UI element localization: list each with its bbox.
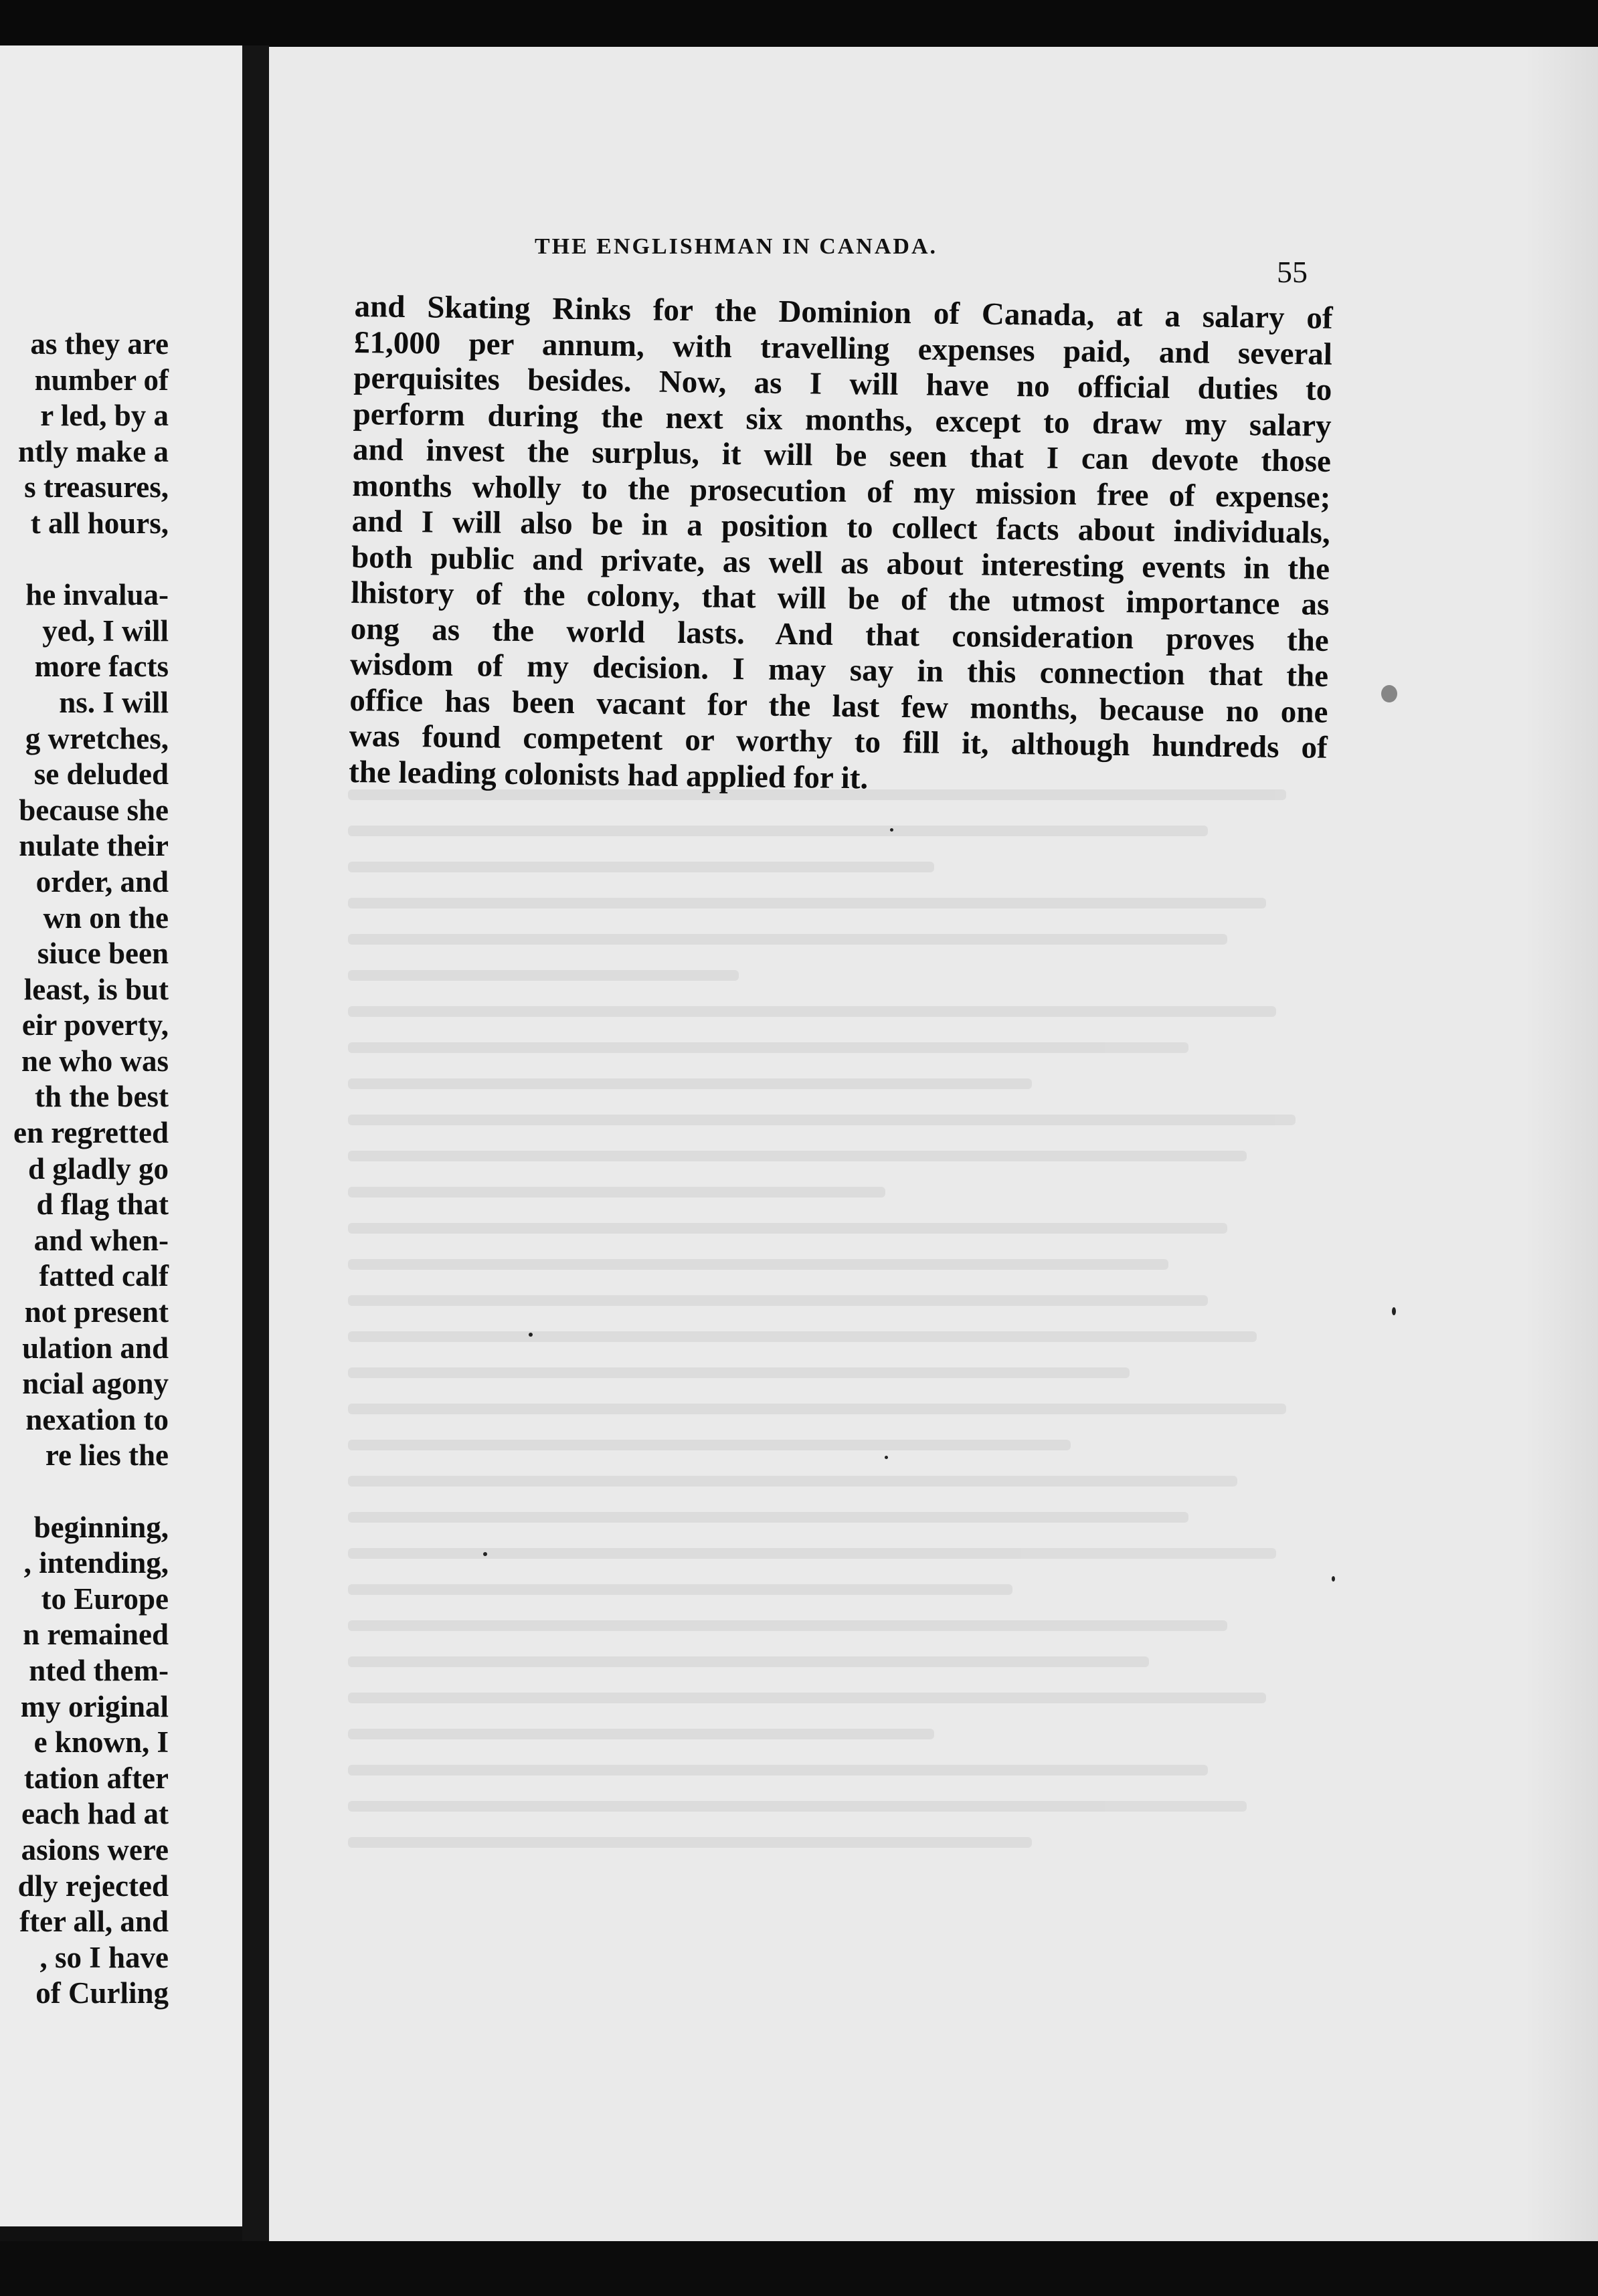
left-text-line: d flag that — [36, 1187, 169, 1222]
text-line: was found competent or worthy to fill it, although hundreds of — [349, 718, 1328, 765]
text-line: perquisites besides. Now, as I will have no official duties to — [353, 360, 1332, 407]
scan-speck — [1381, 685, 1397, 702]
text-line: lhistory of the colony, that will be of the utmost importance as — [351, 575, 1330, 622]
left-text-line: ne who was — [21, 1044, 169, 1078]
left-text-line: beginning, — [33, 1510, 169, 1544]
left-text-line: number of — [34, 363, 169, 397]
left-text-line: , intending, — [23, 1546, 169, 1580]
text-line: months wholly to the prosecution of my mission free of expense; — [352, 468, 1331, 515]
left-text-line: ns. I will — [59, 685, 169, 719]
left-text-line: my original — [20, 1689, 169, 1723]
left-text-line: wn on the — [43, 900, 169, 935]
left-text-line: of Curling — [35, 1976, 169, 2010]
scan-speck — [483, 1552, 487, 1556]
page-number: 55 — [1277, 255, 1308, 289]
scan-speck — [1332, 1576, 1335, 1582]
body-paragraph — [349, 289, 1333, 802]
left-text-line: eir poverty, — [21, 1008, 169, 1042]
left-text-line: because she — [19, 793, 169, 827]
book-gutter — [242, 45, 269, 2253]
left-text-line: each had at — [21, 1797, 169, 1831]
left-page-fragment — [0, 45, 242, 2226]
text-line: and invest the surplus, it will be seen that I can devote those — [352, 432, 1332, 479]
left-text-line: and when- — [33, 1223, 169, 1257]
left-text-line: d gladly go — [27, 1151, 169, 1185]
text-line: and Skating Rinks for the Dominion of Canada, at a salary of — [354, 289, 1333, 336]
left-text-line: least, is but — [23, 972, 169, 1006]
scan-speck — [885, 1456, 888, 1459]
left-text-line: ntly make a — [18, 434, 169, 468]
page-edge-shadow — [1524, 47, 1598, 2248]
scan-bottom-border — [0, 2241, 1598, 2296]
text-line: and I will also be in a position to collect facts about individuals, — [351, 503, 1330, 551]
left-text-line: order, and — [35, 864, 169, 898]
left-text-line: s treasures, — [24, 470, 169, 504]
left-text-line: fter all, and — [19, 1905, 169, 1939]
text-line: ong as the world lasts. And that consideration proves the — [350, 611, 1330, 658]
left-text-line: siuce been — [37, 937, 169, 971]
left-text-line: ncial agony — [22, 1367, 169, 1401]
bleed-through-text — [348, 789, 1325, 1994]
left-text-line: nexation to — [25, 1402, 169, 1436]
scan-speck — [1392, 1307, 1396, 1315]
left-text-line: dly rejected — [17, 1869, 169, 1903]
left-text-line: ulation and — [22, 1331, 169, 1365]
left-text-line: e known, I — [33, 1725, 169, 1759]
left-text-line: nulate their — [19, 829, 169, 863]
text-line: perform during the next six months, except to draw my salary — [353, 396, 1332, 444]
left-text-line: nted them- — [29, 1653, 169, 1687]
left-text-line: re lies the — [45, 1438, 169, 1472]
left-text-line: more facts — [34, 650, 169, 684]
left-text-line: as they are — [30, 327, 169, 361]
left-text-line: en regretted — [13, 1116, 169, 1150]
text-line: office has been vacant for the last few months, because no one — [349, 682, 1328, 730]
left-text-line: t all hours, — [30, 506, 169, 540]
text-line: £1,000 per annum, with travelling expenses paid, and several — [353, 324, 1333, 372]
running-head: THE ENGLISHMAN IN CANADA. — [534, 234, 938, 259]
scan-speck — [890, 828, 893, 832]
left-text-line: n remained — [23, 1618, 169, 1652]
scan-top-border — [0, 0, 1598, 48]
left-text-line: r led, by a — [40, 399, 169, 433]
left-text-line: not present — [24, 1295, 169, 1329]
left-text-line — [0, 542, 169, 578]
text-line: both public and private, as well as about interesting events in the — [351, 539, 1330, 587]
scan-speck — [529, 1333, 533, 1337]
left-text-line: th the best — [35, 1080, 169, 1114]
text-line: wisdom of my decision. I may say in this connection that the — [349, 646, 1329, 694]
text-line: the leading colonists had applied for it. — [348, 754, 869, 795]
left-text-line — [0, 1474, 169, 1510]
left-page-text — [0, 326, 169, 2012]
left-text-line: fatted calf — [39, 1259, 169, 1293]
left-text-line: asions were — [21, 1832, 169, 1867]
left-text-line: to Europe — [41, 1582, 169, 1616]
left-text-line: yed, I will — [42, 613, 169, 648]
left-text-line: he invalua- — [25, 578, 169, 612]
left-text-line: se deluded — [33, 757, 169, 791]
left-text-line: tation after — [23, 1761, 169, 1795]
left-text-line: g wretches, — [25, 721, 169, 755]
left-text-line: , so I have — [39, 1940, 169, 1974]
